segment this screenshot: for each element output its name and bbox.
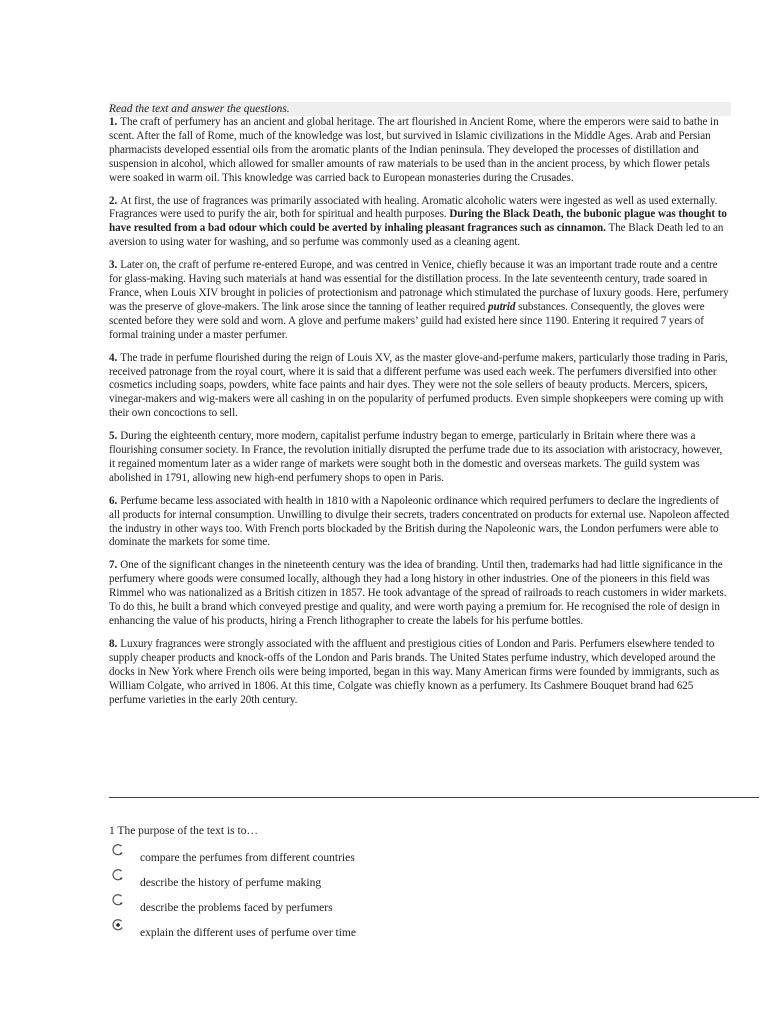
highlighted-word: putrid bbox=[487, 300, 516, 313]
paragraph-number: 3. bbox=[109, 259, 118, 272]
radio-button-icon[interactable] bbox=[112, 844, 124, 856]
paragraph-text: Later on, the craft of perfume re-entered Europe, and was centred in Venice, chiefly because it was an important trade route and a centre for glass-making. Having such materials at hand was essential for the distillation process. In the late seventeenth century, trade soared in France, when Louis XIV brought in policies of protectionism and patronage which stimulated the purchase of luxury goods. Here, perfumery was the preserve of glove-makers. The link arose since the tanning of leather required bbox=[109, 259, 729, 313]
paragraph-number: 1. bbox=[109, 116, 118, 128]
paragraph-7 bbox=[109, 559, 731, 629]
paragraph-text: Luxury fragrances were strongly associated with the affluent and prestigious cities of London and Paris. Perfumers elsewhere tended to supply cheaper products and knock-offs of the London and Paris brands. The United States perfume industry, which developed around the docks in New York where French oils were being imported, began in this way. Many American firms were founded by immigrants, such as William Colgate, who arrived in 1806. At this time, Colgate was chiefly known as a perfumery. Its Cashmere Bouquet brand had 625 perfume varieties in the early 20th century. bbox=[109, 637, 720, 706]
radio-button-icon[interactable] bbox=[112, 894, 124, 906]
paragraph-text: One of the significant changes in the nineteenth century was the idea of branding. Until then, trademarks had had little significance in the perfumery where goods were consumed locally, although they had a long history in other industries. One of the pioneers in this field was Rimmel who was nationalized as a British citizen in 1857. He took advantage of the spread of railroads to reach customers in wider markets. To do this, he built a brand which conveyed prestige and quality, and were worth paying a premium for. He recognised the role of design in enhancing the value of his products, hiring a French lithographer to create the labels for his perfume bottles. bbox=[109, 559, 727, 627]
paragraph-6 bbox=[109, 495, 731, 551]
paragraph-number: 2. bbox=[109, 194, 118, 207]
option-label: explain the different uses of perfume over time bbox=[140, 927, 356, 939]
paragraph-5 bbox=[109, 430, 731, 486]
answer-option-1[interactable] bbox=[109, 851, 709, 876]
question-block bbox=[109, 825, 709, 951]
bold-sentence: During the Black Death, the bubonic plague was thought to have resulted from a bad odour which could be averted by inhaling pleasant fragrances such as cinnamon. bbox=[109, 208, 727, 235]
radio-button-selected-icon[interactable] bbox=[112, 919, 124, 931]
paragraph-number: 6. bbox=[109, 494, 118, 507]
paragraph-8 bbox=[109, 638, 731, 708]
paragraph-text: The trade in perfume flourished during the reign of Louis XV, as the master glove-and-perfume makers, particularly those trading in Paris, received patronage from the royal court, where it is said that a different perfume was used each week. The perfumers diversified into other cosmetics including soaps, powders, white face paints and hair dyes. They were not the sole sellers of beauty products. Mercers, spicers, vinegar-makers and wig-makers were all cashing in on the popularity of perfumed products. Even simple shopkeepers were coming up with their own concoctions to sell. bbox=[109, 351, 728, 420]
answer-option-4[interactable] bbox=[109, 926, 709, 951]
paragraph-text: During the eighteenth century, more modern, capitalist perfume industry began to emerge, particularly in Britain where there was a flourishing consumer society. In France, the revolution initially disrupted the perfume trade due to its association with aristocracy, however, it regained momentum later as a wider range of markets were sought both in the domestic and overseas markets. The guild system was abolished in 1791, allowing new high-end perfumery shops to open in Paris. bbox=[109, 430, 723, 484]
paragraph-text: At first, the use of fragrances was primarily associated with healing. Aromatic alcoholic waters were ingested as well as used externally. Fragrances were used to purify the air, both for spiritual and health purposes. bbox=[109, 194, 718, 221]
paragraph-1 bbox=[109, 116, 731, 186]
paragraph-text: substances. Consequently, the gloves were scented before they were sold and worn. A glove and perfume makers’ guild had existed here since 1190. Entering it required 7 years of formal training under a master perfumer. bbox=[109, 300, 705, 341]
paragraph-3 bbox=[109, 259, 731, 342]
paragraph-number: 7. bbox=[109, 559, 118, 572]
instructions: Read the text and answer the questions. bbox=[109, 102, 731, 116]
option-label: describe the history of perfume making bbox=[140, 877, 322, 889]
paragraph-4 bbox=[109, 352, 731, 422]
question-prompt: 1 The purpose of the text is to… bbox=[109, 825, 258, 837]
paragraph-number: 8. bbox=[109, 637, 118, 650]
option-label: describe the problems faced by perfumers bbox=[140, 902, 333, 914]
option-label: compare the perfumes from different countries bbox=[140, 852, 355, 864]
divider bbox=[109, 797, 759, 798]
paragraph-2 bbox=[109, 195, 731, 251]
answer-option-3[interactable] bbox=[109, 901, 709, 926]
paragraph-text: The Black Death led to an aversion to using water for washing, and so perfume was commonly used as a cleaning agent. bbox=[109, 222, 724, 249]
paragraph-number: 4. bbox=[109, 351, 118, 364]
paragraph-number: 5. bbox=[109, 430, 118, 443]
reading-passage bbox=[109, 102, 731, 716]
paragraph-text: The craft of perfumery has an ancient and global heritage. The art flourished in Ancient Rome, where the emperors were said to bathe in scent. After the fall of Rome, much of the knowledge was lost, but survived in Islamic civilizations in the Middle Ages. Arab and Persian pharmacists developed essential oils from the aromatic plants of the Indian peninsula. They developed the processes of distillation and suspension in alcohol, which allowed for smaller amounts of raw materials to be used than in the ancient process, by which flower petals were soaked in warm oil. This knowledge was carried back to European monasteries during the Crusades. bbox=[109, 116, 719, 184]
paragraph-text: Perfume became less associated with health in 1810 with a Napoleonic ordinance which required perfumers to declare the ingredients of all products for internal consumption. Unwilling to divulge their secrets, traders concentrated on products for external use. Napoleon affected the industry in other ways too. With French ports blockaded by the British during the Napoleonic wars, the London perfumers were able to dominate the markets for some time. bbox=[109, 494, 730, 549]
answer-option-2[interactable] bbox=[109, 876, 709, 901]
radio-button-icon[interactable] bbox=[112, 869, 124, 881]
